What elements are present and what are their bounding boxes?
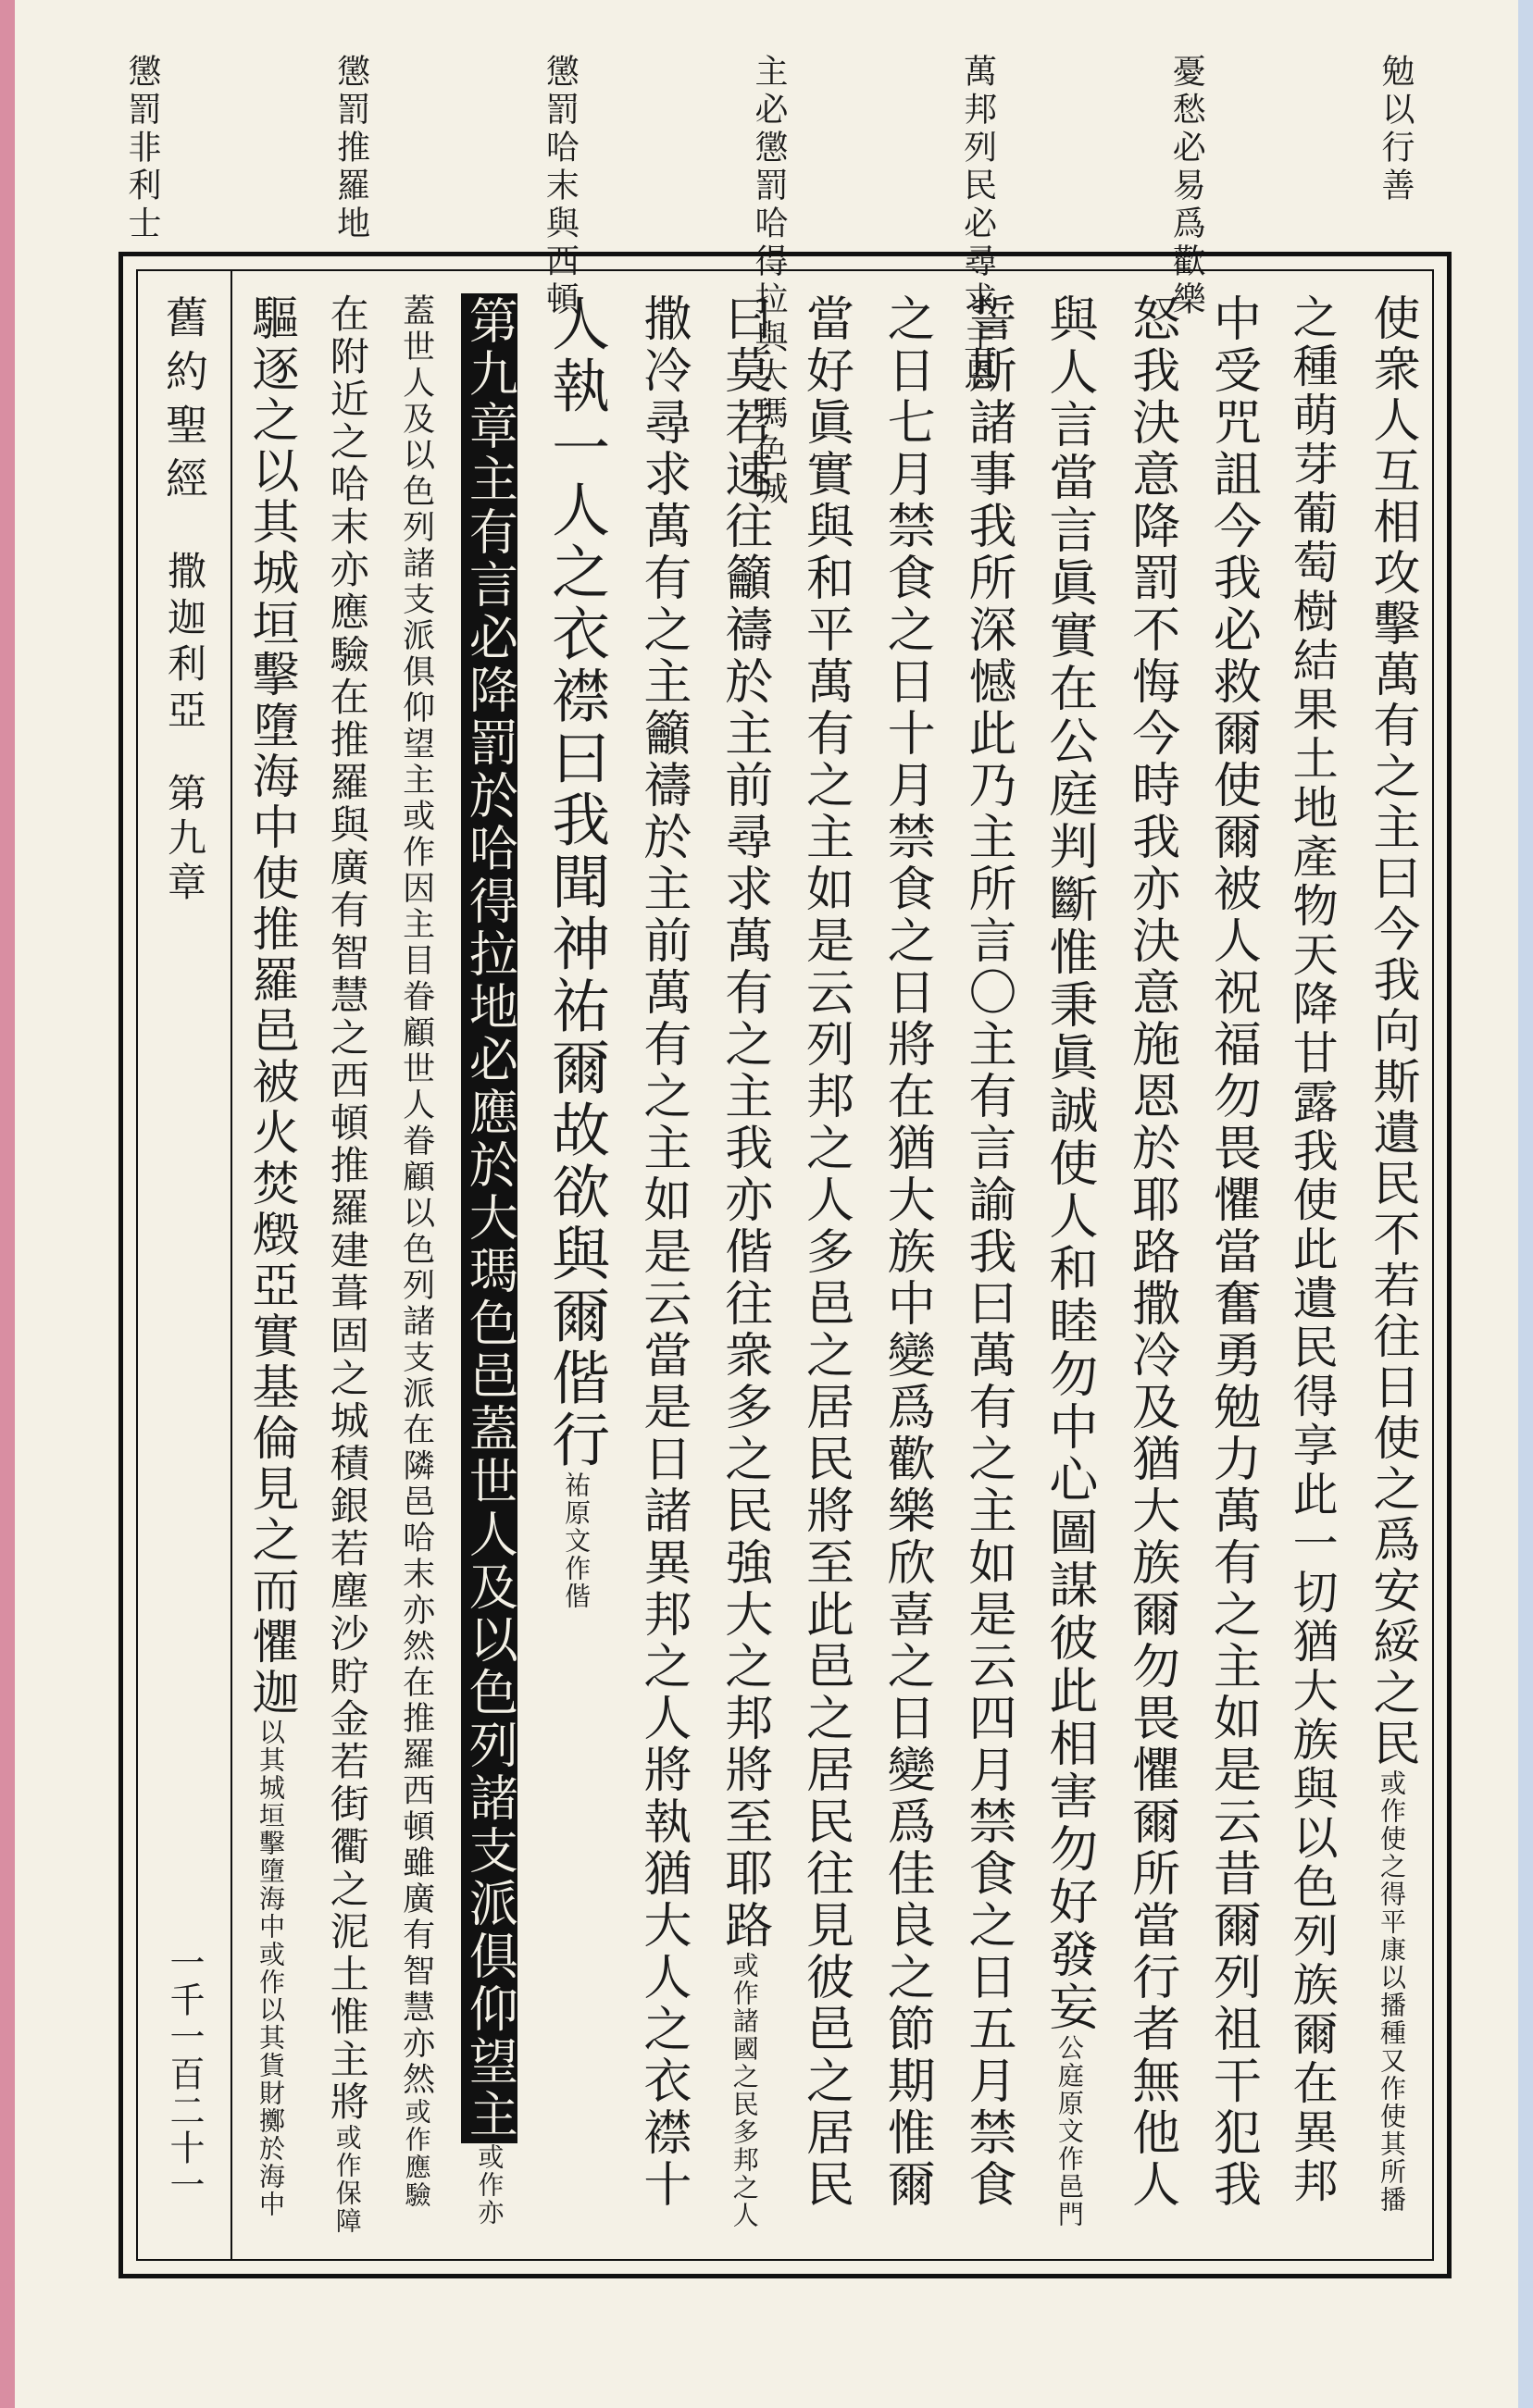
interlinear-note: 或作應驗 bbox=[401, 2098, 432, 2209]
verse-text: 誓斯諸事我所深憾此乃主所言〇主有言諭我曰萬有之主如是云四月禁食之日五月禁食 bbox=[960, 293, 1016, 2211]
headnote: 懲罰哈末與西頓 bbox=[541, 54, 580, 319]
page-edge-right bbox=[1518, 0, 1533, 2408]
text-column bbox=[1123, 293, 1179, 2237]
chapter-heading: 第九章主有言必降罰於哈得拉地必應於大瑪色邑蓋世人及以色列諸支派俱仰望主 bbox=[461, 295, 518, 2141]
headnote: 主必懲罰哈得拉與大瑪色城 bbox=[749, 54, 788, 509]
page-bleedthrough bbox=[1018, 2281, 1407, 2365]
verse-text: 怒我決意降罰不悔今時我亦決意施恩於耶路撒冷及猶大族爾勿畏懼爾所當行者無他人 bbox=[1123, 293, 1179, 2211]
text-column bbox=[1364, 293, 1419, 2237]
headnote: 萬邦列民必尋求主恩 bbox=[958, 54, 997, 395]
interlinear-note: 或作保障 bbox=[331, 2124, 363, 2235]
text-column bbox=[716, 293, 772, 2237]
text-column bbox=[797, 293, 854, 2237]
interlinear-note: 或作亦 bbox=[474, 2143, 505, 2227]
verse-text: 蓋世人及以色列諸支派俱仰望主或作因主目眷顧世人眷顧以色列諸支派在隣邑哈末亦然在推羅西頓雖廣有智慧亦然 bbox=[397, 293, 435, 2098]
verse-text: 當好眞實與和平萬有之主如是云列邦之人多邑之居民將至此邑之居民往見彼邑之居民 bbox=[797, 293, 854, 2211]
chapter-label: 第九章 bbox=[162, 773, 207, 906]
verse-text: 使衆人互相攻擊萬有之主曰今我向斯遺民不若往日使之爲安綏之民 bbox=[1364, 293, 1419, 1769]
text-frame-inner bbox=[136, 269, 1434, 2261]
text-column bbox=[324, 293, 370, 2237]
verse-text: 撒冷尋求萬有之主籲禱於主前萬有之主如是云當是日諸異邦之人將執猶大人之衣襟十 bbox=[634, 293, 691, 2211]
text-frame bbox=[118, 252, 1452, 2278]
text-column bbox=[542, 293, 611, 2237]
text-column bbox=[1041, 293, 1098, 2237]
book-name: 撒迦利亞 bbox=[162, 551, 207, 736]
text-column bbox=[1204, 293, 1261, 2237]
interlinear-note: 或作諸國之民多邦之人 bbox=[729, 1952, 760, 2229]
verse-text: 與人言當言眞實在公庭判斷惟秉眞誠使人和睦勿中心圖謀彼此相害勿好發妄 bbox=[1041, 293, 1098, 2034]
scripture-body bbox=[243, 293, 1419, 2237]
interlinear-note: 以其城垣擊墮海中或作以其貨財擲於海中 bbox=[256, 1719, 286, 2218]
verse-text: 中受咒詛今我必救爾使爾被人祝福勿畏懼當奮勇勉力萬有之主如是云昔爾列祖干犯我 bbox=[1204, 293, 1261, 2211]
verse-text: 之種萌芽葡萄樹結果土地產物天降甘露我使此遺民得享此一切猶大族與以色列族爾在異邦 bbox=[1286, 293, 1340, 2206]
interlinear-note: 公庭原文作邑門 bbox=[1053, 2034, 1085, 2228]
text-column bbox=[461, 293, 518, 2237]
verse-text: 人執一人之衣襟曰我聞神祐爾故欲與爾偕行 bbox=[542, 293, 611, 1471]
headnote: 憂愁必易爲歡樂 bbox=[1167, 54, 1206, 319]
book-collection-title: 舊約聖經 bbox=[159, 295, 209, 510]
page-number: 一千一百二十一 bbox=[164, 1944, 205, 2203]
page-edge-left bbox=[0, 0, 15, 2408]
text-column bbox=[397, 293, 435, 2237]
headnote: 懲罰推羅地 bbox=[331, 54, 370, 243]
text-column bbox=[960, 293, 1016, 2237]
verse-text: 曰莫若速往籲禱於主前尋求萬有之主我亦偕往衆多之民強大之邦將至耶路 bbox=[716, 293, 772, 1952]
interlinear-note: 或作使之得平康以播種又作使其所播 bbox=[1376, 1769, 1407, 2214]
text-column bbox=[634, 293, 691, 2237]
text-column bbox=[1286, 293, 1340, 2237]
headnote: 勉以行善 bbox=[1376, 54, 1415, 205]
verse-text: 在附近之哈末亦應驗在推羅與廣有智慧之西頓推羅建葺固之城積銀若塵沙貯金若街衢之泥土惟主將 bbox=[324, 293, 370, 2124]
running-header bbox=[138, 271, 232, 2259]
verse-text: 驅逐之以其城垣擊墮海中使推羅邑被火焚燬亞實基倫見之而懼迦 bbox=[243, 293, 298, 1719]
interlinear-note: 祐原文作偕 bbox=[561, 1471, 592, 1610]
headnote: 懲罰非利士 bbox=[123, 54, 161, 243]
verse-text: 之日七月禁食之日十月禁食之日將在猶大族中變爲歡樂欣喜之日變爲佳良之節期惟爾 bbox=[879, 293, 935, 2211]
text-column bbox=[243, 293, 298, 2237]
text-column bbox=[879, 293, 935, 2237]
